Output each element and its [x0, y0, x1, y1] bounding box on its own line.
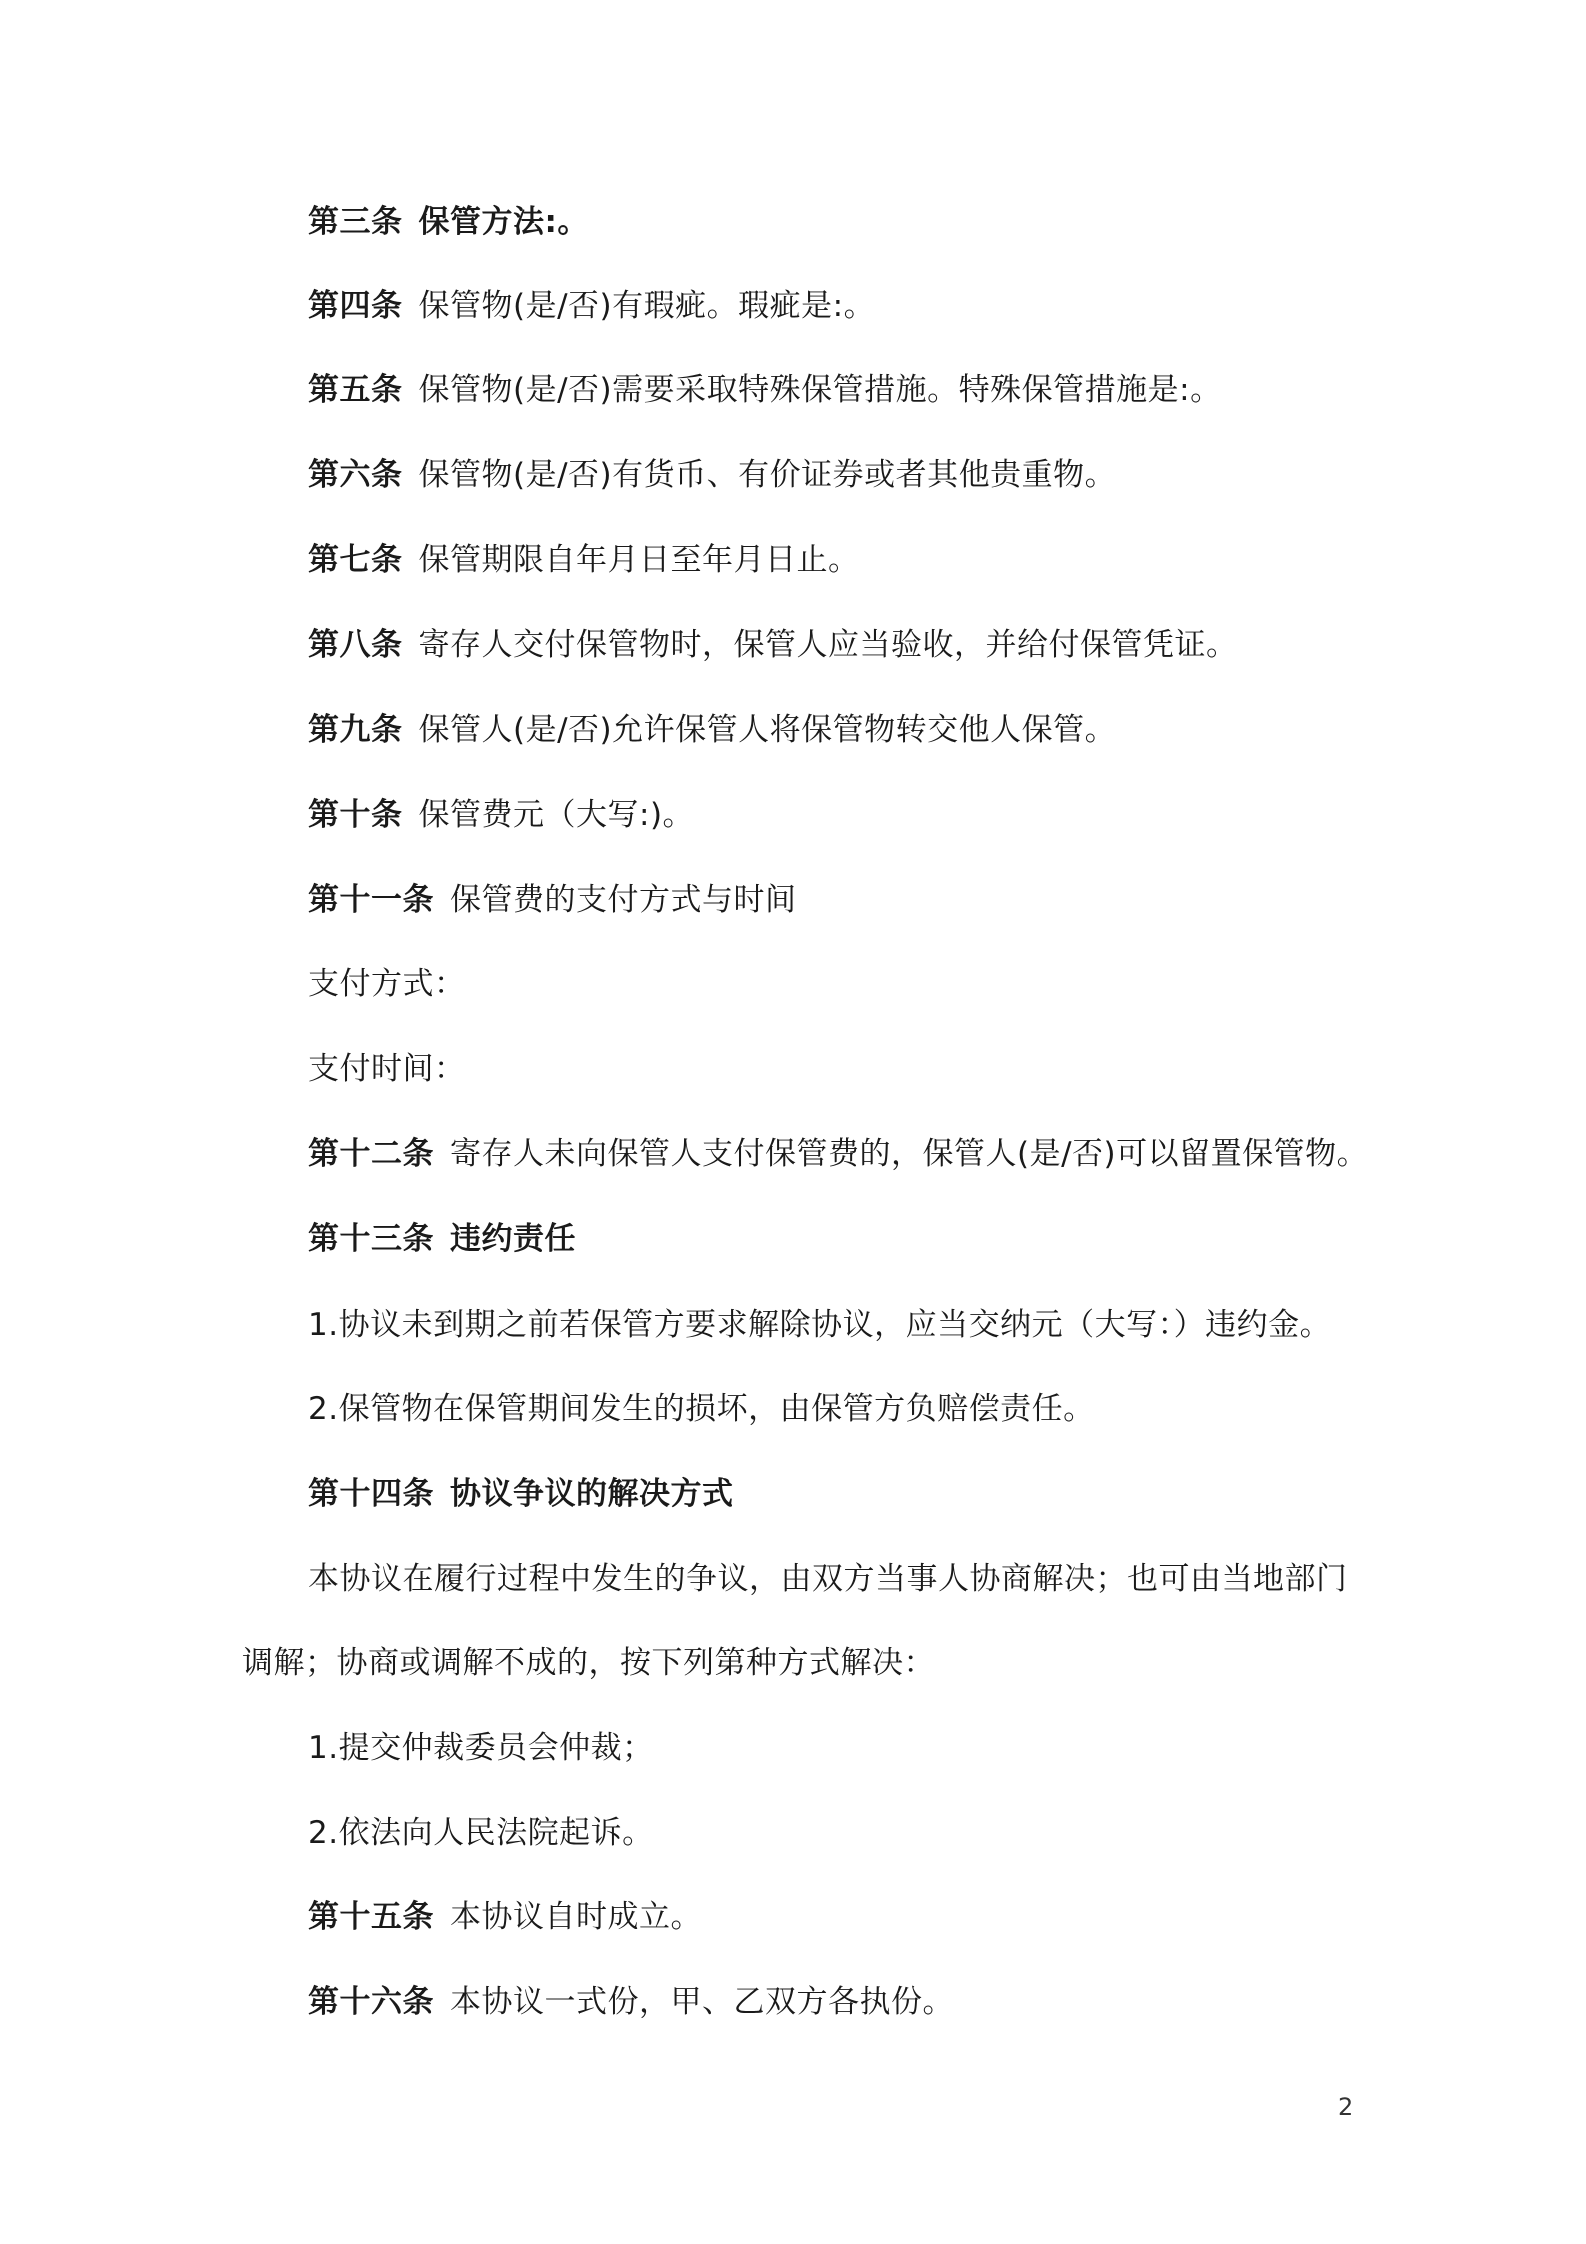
article-label: 第八条: [308, 627, 403, 663]
paragraph-text: 保管方法:。: [418, 204, 589, 240]
paragraph: [242, 1643, 935, 1683]
article-label: 第七条: [308, 542, 403, 578]
article-label: 第十五条: [308, 1899, 434, 1935]
article-label: 第十四条: [308, 1476, 434, 1512]
article-label: 第三条: [308, 204, 403, 240]
paragraph: [308, 370, 1222, 410]
paragraph: [308, 1389, 1095, 1429]
paragraph-text: 保管物(是/否)有瑕疵。瑕疵是:。: [418, 288, 876, 324]
paragraph: [308, 540, 860, 580]
paragraph: [308, 1305, 1331, 1345]
paragraph-text: 调解；协商或调解不成的，按下列第种方式解决：: [242, 1645, 935, 1681]
article-label: 第九条: [308, 712, 403, 748]
paragraph-text: 本协议自时成立。: [450, 1899, 702, 1935]
paragraph: [308, 286, 875, 326]
article-label: 第四条: [308, 288, 403, 324]
article-label: 第十六条: [308, 1984, 434, 2020]
paragraph-text: 协议争议的解决方式: [450, 1476, 734, 1512]
article-label: 第六条: [308, 457, 403, 493]
paragraph-text: 保管人(是/否)允许保管人将保管物转交他人保管。: [418, 712, 1117, 748]
paragraph: [308, 710, 1116, 750]
paragraph-text: 本协议一式份，甲、乙双方各执份。: [450, 1984, 954, 2020]
paragraph: [308, 1982, 954, 2022]
paragraph-text: 违约责任: [450, 1221, 576, 1257]
paragraph: [308, 1813, 654, 1853]
paragraph: [308, 455, 1116, 495]
article-label: 第十条: [308, 797, 403, 833]
paragraph: [308, 880, 797, 920]
paragraph: [308, 1897, 702, 1937]
paragraph-text: 1.提交仲裁委员会仲裁；: [308, 1730, 654, 1766]
paragraph-text: 寄存人未向保管人支付保管费的，保管人(是/否)可以留置保管物。: [450, 1136, 1369, 1172]
paragraph-text: 保管费的支付方式与时间: [450, 882, 797, 918]
paragraph-text: 1.协议未到期之前若保管方要求解除协议，应当交纳元（大写：）违约金。: [308, 1307, 1332, 1343]
paragraph: [308, 1134, 1368, 1174]
paragraph: [308, 625, 1238, 665]
paragraph-text: 保管物(是/否)需要采取特殊保管措施。特殊保管措施是:。: [418, 372, 1222, 408]
paragraph: [308, 1728, 654, 1768]
paragraph: [308, 1219, 576, 1259]
paragraph-text: 保管费元（大写:)。: [418, 797, 695, 833]
article-label: 第十二条: [308, 1136, 434, 1172]
paragraph: [308, 1559, 1348, 1599]
paragraph-text: 寄存人交付保管物时，保管人应当验收，并给付保管凭证。: [418, 627, 1238, 663]
article-label: 第五条: [308, 372, 403, 408]
paragraph-text: 保管物(是/否)有货币、有价证券或者其他贵重物。: [418, 457, 1117, 493]
paragraph-text: 支付时间：: [308, 1051, 466, 1087]
paragraph: [308, 964, 466, 1004]
paragraph-text: 2.依法向人民法院起诉。: [308, 1815, 654, 1851]
page-number: 2: [1338, 2093, 1354, 2121]
paragraph: [308, 795, 694, 835]
paragraph-text: 保管期限自年月日至年月日止。: [418, 542, 860, 578]
paragraph: [308, 1474, 734, 1514]
article-label: 第十一条: [308, 882, 434, 918]
paragraph-text: 2.保管物在保管期间发生的损坏，由保管方负赔偿责任。: [308, 1391, 1095, 1427]
paragraph: [308, 202, 589, 242]
paragraph-text: 支付方式：: [308, 966, 466, 1002]
article-label: 第十三条: [308, 1221, 434, 1257]
paragraph-text: 本协议在履行过程中发生的争议，由双方当事人协商解决；也可由当地部门: [308, 1561, 1348, 1597]
paragraph: [308, 1049, 466, 1089]
